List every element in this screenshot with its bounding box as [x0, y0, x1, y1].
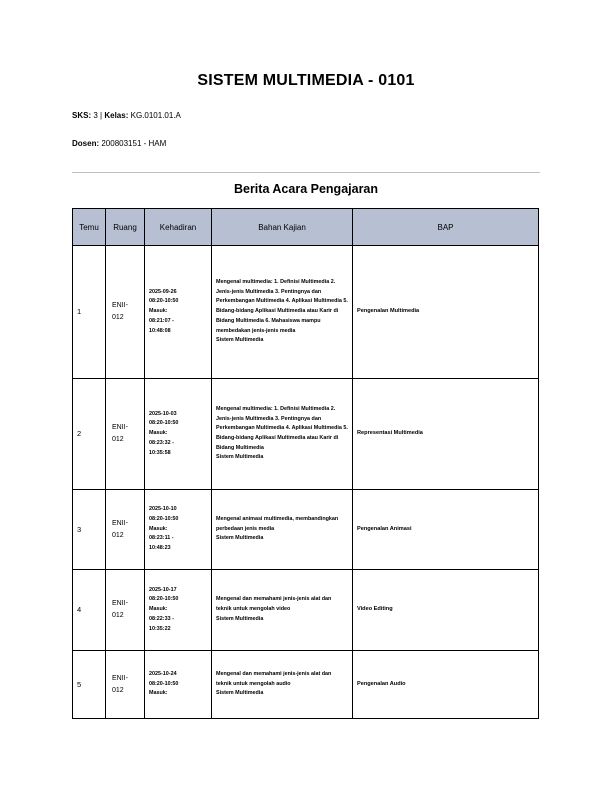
cell-bahan-kajian: Mengenal multimedia: 1. Definisi Multimedia 2. Jenis-jenis Multimedia 3. Pentingnya dan Perkembangan Multimedia 4. Aplikasi Multimedia 5. Bidang-bidang Aplikasi Multimedia atau Karir di Bidang Multimedia 6. Mahasiswa mampu membedakan jenis-jenis media Sistem Multimedia [212, 246, 353, 379]
cell-bap: Pengenalan Multimedia [353, 246, 539, 379]
cell-temu: 4 [73, 570, 106, 651]
cell-temu: 2 [73, 379, 106, 490]
kelas-value: KG.0101.01.A [130, 111, 181, 120]
sks-label: SKS: [72, 111, 92, 120]
header-bahan-kajian: Bahan Kajian [212, 209, 353, 246]
header-bap: BAP [353, 209, 539, 246]
cell-kehadiran: 2025-10-10 08:20-10:50 Masuk: 08:23:11 - 10:48:23 [145, 490, 212, 570]
sks-value: 3 [93, 111, 98, 120]
cell-kehadiran: 2025-10-24 08:20-10:50 Masuk: [145, 651, 212, 719]
table-row [73, 379, 539, 490]
bap-table [72, 208, 539, 719]
cell-ruang: ENII- 012 [106, 570, 145, 651]
table-row [73, 651, 539, 719]
table-row [73, 570, 539, 651]
cell-kehadiran: 2025-10-03 08:20-10:50 Masuk: 08:23:32 - 10:35:58 [145, 379, 212, 490]
cell-bap: Representasi Multimedia [353, 379, 539, 490]
cell-bahan-kajian: Mengenal animasi multimedia, membandingkan perbedaan jenis media Sistem Multimedia [212, 490, 353, 570]
cell-ruang: ENII- 012 [106, 379, 145, 490]
header-kehadiran: Kehadiran [145, 209, 212, 246]
course-meta [72, 111, 181, 120]
table-row [73, 490, 539, 570]
cell-kehadiran: 2025-09-26 08:20-10:50 Masuk: 08:21:07 - 10:48:08 [145, 246, 212, 379]
cell-temu: 5 [73, 651, 106, 719]
section-title: Berita Acara Pengajaran [233, 182, 379, 196]
table-row [73, 246, 539, 379]
cell-temu: 3 [73, 490, 106, 570]
divider [72, 172, 540, 173]
cell-bahan-kajian: Mengenal multimedia: 1. Definisi Multimedia 2. Jenis-jenis Multimedia 3. Pentingnya dan Perkembangan Multimedia 4. Aplikasi Multimedia 5. Bidang-bidang Aplikasi Multimedia atau Karir di Bidang Multimedia Sistem Multimedia [212, 379, 353, 490]
dosen-label: Dosen: [72, 139, 100, 148]
cell-ruang: ENII- 012 [106, 651, 145, 719]
header-ruang: Ruang [106, 209, 145, 246]
cell-bap: Video Editing [353, 570, 539, 651]
header-temu: Temu [73, 209, 106, 246]
page-title: SISTEM MULTIMEDIA - 0101 [197, 72, 415, 89]
cell-bahan-kajian: Mengenal dan memahami jenis-jenis alat dan teknik untuk mengolah video Sistem Multimedia [212, 570, 353, 651]
cell-bahan-kajian: Mengenal dan memahami jenis-jenis alat dan teknik untuk mengolah audio Sistem Multimedia [212, 651, 353, 719]
dosen-value: 200803151 - HAM [101, 139, 167, 148]
cell-temu: 1 [73, 246, 106, 379]
dosen-meta [72, 139, 166, 148]
cell-bap: Pengenalan Audio [353, 651, 539, 719]
table-header-row [73, 209, 539, 246]
kelas-label: Kelas: [104, 111, 129, 120]
cell-ruang: ENII- 012 [106, 490, 145, 570]
cell-kehadiran: 2025-10-17 08:20-10:50 Masuk: 08:22:33 - 10:35:22 [145, 570, 212, 651]
meta-separator: | [100, 111, 103, 120]
cell-ruang: ENII- 012 [106, 246, 145, 379]
cell-bap: Pengenalan Animasi [353, 490, 539, 570]
